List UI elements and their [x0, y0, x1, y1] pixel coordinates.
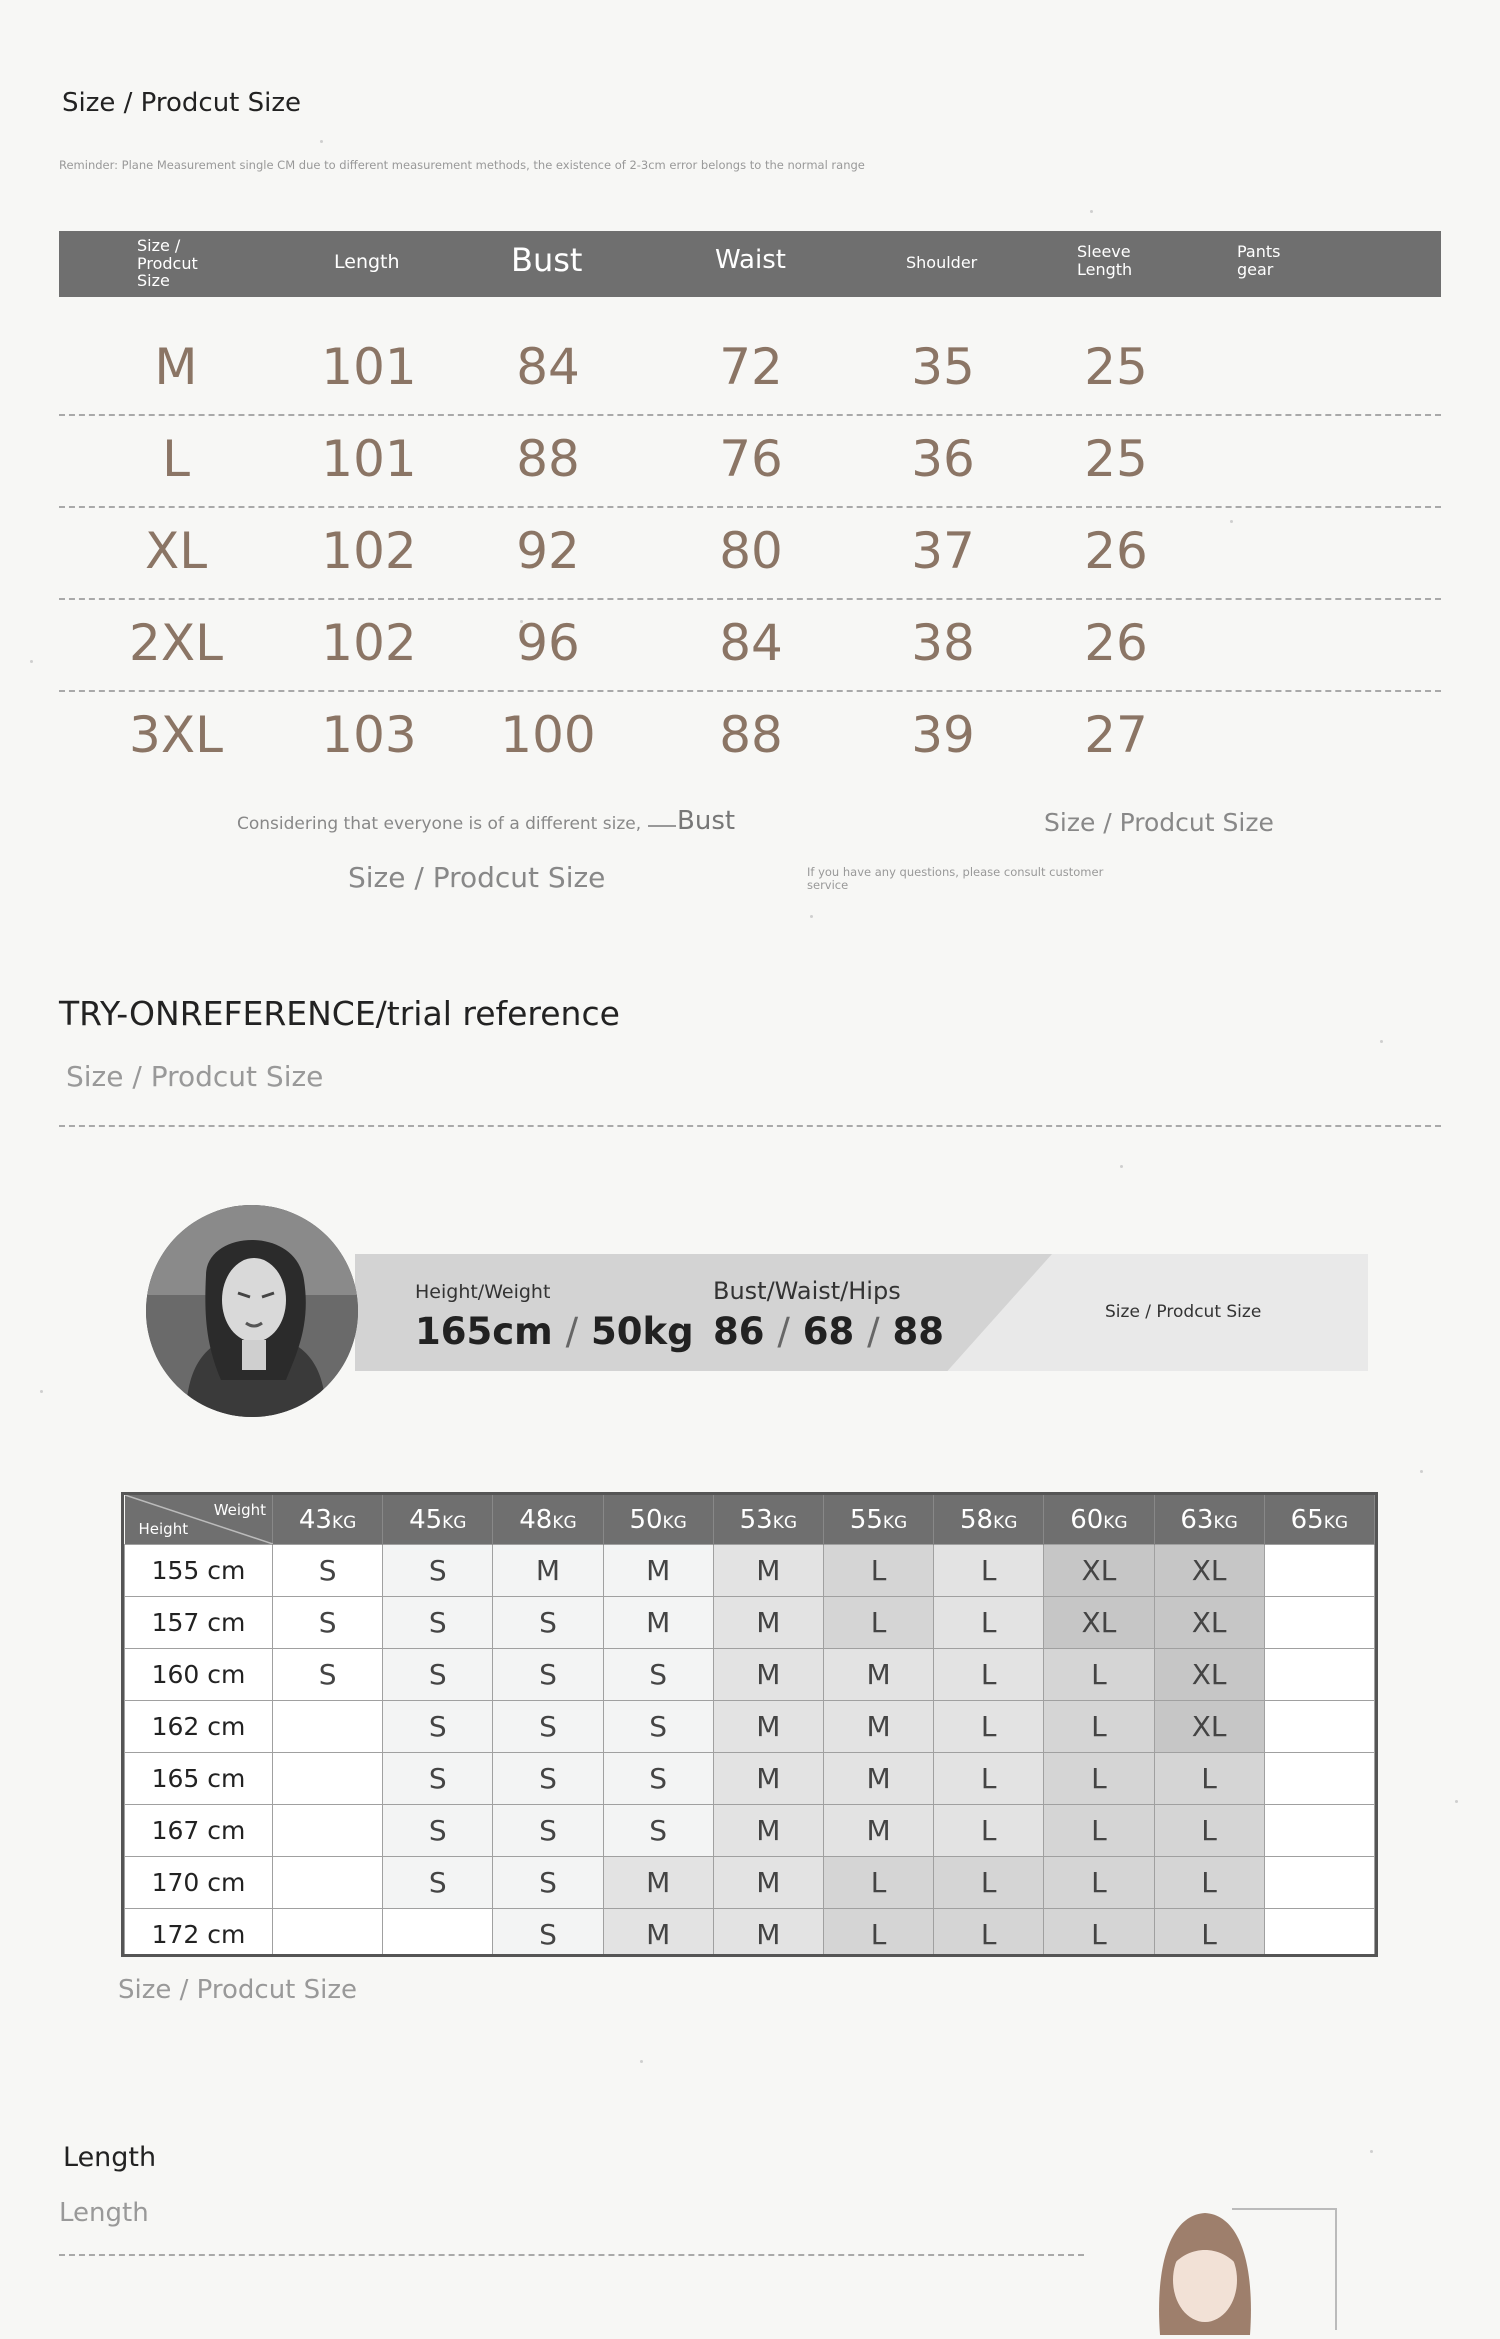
sleeve-cell: 27 — [1084, 706, 1148, 764]
size-row — [59, 692, 1441, 784]
fit-cell: L — [1044, 1857, 1154, 1909]
fit-reference-table — [121, 1492, 1378, 1957]
fit-cell — [273, 1753, 383, 1805]
fit-cell — [273, 1701, 383, 1753]
length-subtitle: Length — [59, 2198, 149, 2228]
waist-cell: 84 — [719, 614, 783, 672]
note-dash — [648, 825, 676, 827]
fit-cell: M — [713, 1909, 823, 1958]
bust-cell: 88 — [516, 430, 580, 488]
bust-waist-hips-label: Bust/Waist/Hips — [713, 1277, 901, 1305]
band-size-note: Size / Prodcut Size — [1105, 1302, 1262, 1322]
fit-cell: L — [934, 1545, 1044, 1597]
fit-cell: M — [823, 1649, 933, 1701]
fit-cell: L — [1044, 1909, 1154, 1958]
fit-cell — [1264, 1701, 1374, 1753]
weight-header — [934, 1495, 1044, 1545]
fit-cell: M — [603, 1597, 713, 1649]
size-cell: 3XL — [129, 706, 223, 764]
weight-header — [493, 1495, 603, 1545]
weight-header — [383, 1495, 493, 1545]
fit-cell: XL — [1044, 1597, 1154, 1649]
fit-cell: S — [383, 1701, 493, 1753]
height-cell: 170 cm — [125, 1857, 273, 1909]
fit-cell: L — [1044, 1701, 1154, 1753]
shoulder-cell: 39 — [911, 706, 975, 764]
shoulder-cell: 38 — [911, 614, 975, 672]
header-length: Length — [334, 251, 400, 273]
size-row — [59, 416, 1441, 508]
weight-header — [273, 1495, 383, 1545]
value-separator: / — [565, 1310, 579, 1353]
fit-cell: S — [493, 1805, 603, 1857]
height-cell: 165 cm — [125, 1753, 273, 1805]
weight-value: 58 — [960, 1504, 994, 1535]
weight-value: 48 — [519, 1504, 553, 1535]
section-title: Size / Prodcut Size — [62, 88, 302, 118]
fit-cell: L — [934, 1805, 1044, 1857]
model-weight: 50kg — [590, 1310, 694, 1353]
fit-cell: L — [934, 1909, 1044, 1958]
fit-cell: S — [493, 1701, 603, 1753]
fit-cell — [1264, 1649, 1374, 1701]
weight-header — [1044, 1495, 1154, 1545]
fit-cell: M — [823, 1701, 933, 1753]
size-row — [59, 324, 1441, 416]
table-row — [125, 1701, 1375, 1753]
sleeve-cell: 26 — [1084, 522, 1148, 580]
fit-cell: L — [1154, 1909, 1264, 1958]
shoulder-cell: 35 — [911, 338, 975, 396]
length-cell: 102 — [321, 614, 417, 672]
fit-cell — [273, 1909, 383, 1958]
weight-header — [1264, 1495, 1374, 1545]
fit-cell — [273, 1857, 383, 1909]
note-bust: Bust — [677, 806, 736, 836]
waist-cell: 76 — [719, 430, 783, 488]
table-row — [125, 1857, 1375, 1909]
size-row — [59, 600, 1441, 692]
bust-cell: 96 — [516, 614, 580, 672]
fit-cell: L — [1154, 1753, 1264, 1805]
header-sleeve-length: Sleeve Length — [1077, 242, 1133, 279]
fit-cell: L — [823, 1857, 933, 1909]
value-separator: / — [867, 1310, 880, 1353]
height-cell: 157 cm — [125, 1597, 273, 1649]
fit-cell: S — [493, 1649, 603, 1701]
table-row — [125, 1649, 1375, 1701]
fit-cell: M — [713, 1597, 823, 1649]
tryon-subtitle: Size / Prodcut Size — [66, 1060, 324, 1093]
fit-cell: L — [823, 1909, 933, 1958]
fit-cell: M — [823, 1753, 933, 1805]
measurement-reminder: Reminder: Plane Measurement single CM due to different measurement methods, the existence of 2-3cm error belongs to the normal range — [59, 158, 865, 172]
model-height: 165cm — [415, 1310, 553, 1353]
figure-icon — [1150, 2205, 1260, 2335]
fit-cell — [1264, 1753, 1374, 1805]
fit-cell: M — [713, 1545, 823, 1597]
size-cell: L — [162, 430, 190, 488]
kg-unit: KG — [662, 1512, 687, 1533]
sleeve-cell: 26 — [1084, 614, 1148, 672]
header-shoulder: Shoulder — [906, 253, 978, 272]
kg-unit: KG — [552, 1512, 577, 1533]
kg-unit: KG — [1103, 1512, 1128, 1533]
weight-value: 45 — [409, 1504, 443, 1535]
fit-cell — [1264, 1597, 1374, 1649]
bust-cell: 84 — [516, 338, 580, 396]
fit-cell: M — [603, 1857, 713, 1909]
fit-cell: L — [934, 1753, 1044, 1805]
fit-cell: M — [493, 1545, 603, 1597]
height-weight-label: Height/Weight — [415, 1281, 551, 1303]
model-hips: 88 — [892, 1310, 944, 1353]
size-row — [59, 508, 1441, 600]
fit-cell: L — [1044, 1805, 1154, 1857]
divider — [59, 2254, 1084, 2256]
height-cell: 155 cm — [125, 1545, 273, 1597]
fit-cell: L — [934, 1701, 1044, 1753]
fit-cell: M — [713, 1857, 823, 1909]
weight-header — [713, 1495, 823, 1545]
fit-cell: S — [383, 1753, 493, 1805]
fit-cell: M — [713, 1805, 823, 1857]
shoulder-cell: 37 — [911, 522, 975, 580]
fit-cell: XL — [1154, 1701, 1264, 1753]
fit-cell: M — [603, 1909, 713, 1958]
height-cell: 162 cm — [125, 1701, 273, 1753]
fit-cell — [1264, 1545, 1374, 1597]
size-table-header — [59, 231, 1441, 297]
fit-cell: L — [1154, 1857, 1264, 1909]
length-cell: 103 — [321, 706, 417, 764]
fit-cell: S — [493, 1909, 603, 1958]
fit-cell: S — [493, 1753, 603, 1805]
fit-cell: S — [383, 1597, 493, 1649]
size-cell: XL — [144, 522, 208, 580]
header-size: Size / Prodcut Size — [137, 236, 198, 291]
fit-cell: L — [1044, 1649, 1154, 1701]
fit-cell — [1264, 1805, 1374, 1857]
fit-cell: S — [383, 1805, 493, 1857]
bust-cell: 92 — [516, 522, 580, 580]
kg-unit: KG — [442, 1512, 467, 1533]
fit-cell — [273, 1805, 383, 1857]
value-separator: / — [777, 1310, 790, 1353]
size-note: Considering that everyone is of a different size, — [237, 814, 642, 834]
consult-note: If you have any questions, please consult customer service — [807, 865, 1104, 893]
fit-cell: S — [493, 1857, 603, 1909]
table-corner — [125, 1495, 273, 1544]
waist-cell: 72 — [719, 338, 783, 396]
model-waist: 68 — [802, 1310, 855, 1353]
fit-cell: S — [273, 1649, 383, 1701]
fit-cell — [1264, 1909, 1374, 1958]
weight-value: 50 — [629, 1504, 663, 1535]
fit-cell: M — [713, 1649, 823, 1701]
fit-cell: M — [713, 1701, 823, 1753]
fit-cell: S — [493, 1597, 603, 1649]
weight-value: 43 — [298, 1504, 332, 1535]
fit-cell: S — [603, 1805, 713, 1857]
weight-header-row — [125, 1495, 1375, 1545]
fit-cell: S — [273, 1597, 383, 1649]
kg-unit: KG — [1323, 1512, 1349, 1533]
bust-waist-hips-value — [713, 1310, 944, 1353]
sleeve-cell: 25 — [1084, 338, 1148, 396]
fit-cell: S — [273, 1545, 383, 1597]
fit-cell: S — [383, 1649, 493, 1701]
fit-cell: M — [713, 1753, 823, 1805]
size-cell: M — [154, 338, 198, 396]
fit-cell: L — [1044, 1753, 1154, 1805]
bust-cell: 100 — [500, 706, 596, 764]
weight-header — [603, 1495, 713, 1545]
size-cell: 2XL — [129, 614, 223, 672]
fit-cell: L — [823, 1545, 933, 1597]
weight-value: 55 — [849, 1504, 883, 1535]
height-cell: 172 cm — [125, 1909, 273, 1958]
note-size-left: Size / Prodcut Size — [348, 861, 606, 894]
fit-cell: M — [823, 1805, 933, 1857]
model-bust: 86 — [713, 1310, 765, 1353]
kg-unit: KG — [331, 1512, 357, 1533]
table-row — [125, 1545, 1375, 1597]
fit-cell: S — [383, 1857, 493, 1909]
tryon-title: TRY-ONREFERENCE/trial reference — [59, 994, 620, 1033]
weight-value: 63 — [1180, 1504, 1214, 1535]
waist-cell: 88 — [719, 706, 783, 764]
table-row — [125, 1909, 1375, 1958]
divider — [59, 1125, 1441, 1127]
weight-value: 53 — [739, 1504, 773, 1535]
fit-table-note: Size / Prodcut Size — [118, 1975, 358, 2005]
length-title: Length — [63, 2142, 157, 2173]
height-cell: 160 cm — [125, 1649, 273, 1701]
kg-unit: KG — [882, 1512, 908, 1533]
length-cell: 101 — [321, 430, 417, 488]
weight-value: 65 — [1290, 1504, 1324, 1535]
fit-cell: L — [823, 1597, 933, 1649]
fit-cell: S — [603, 1649, 713, 1701]
length-cell: 101 — [321, 338, 417, 396]
weight-header — [1154, 1495, 1264, 1545]
fit-cell: XL — [1154, 1649, 1264, 1701]
fit-cell — [383, 1909, 493, 1958]
corner-height-label: Height — [138, 1520, 189, 1538]
kg-unit: KG — [993, 1512, 1018, 1533]
height-weight-value — [415, 1310, 694, 1353]
model-avatar — [146, 1205, 358, 1417]
length-cell: 102 — [321, 522, 417, 580]
fit-cell: L — [934, 1597, 1044, 1649]
fit-cell — [1264, 1857, 1374, 1909]
fit-cell: L — [934, 1649, 1044, 1701]
fit-cell: XL — [1154, 1597, 1264, 1649]
table-row — [125, 1597, 1375, 1649]
header-pants-gear: Pants gear — [1237, 242, 1281, 279]
kg-unit: KG — [1213, 1512, 1238, 1533]
kg-unit: KG — [772, 1512, 798, 1533]
shoulder-cell: 36 — [911, 430, 975, 488]
table-row — [125, 1805, 1375, 1857]
model-photo-icon — [146, 1205, 358, 1417]
fit-cell: L — [934, 1857, 1044, 1909]
fit-cell: S — [603, 1701, 713, 1753]
height-cell: 167 cm — [125, 1805, 273, 1857]
fit-table-body — [125, 1545, 1375, 1958]
header-bust: Bust — [511, 241, 583, 279]
fit-cell: S — [603, 1753, 713, 1805]
fit-cell: XL — [1044, 1545, 1154, 1597]
fit-cell: S — [383, 1545, 493, 1597]
waist-cell: 80 — [719, 522, 783, 580]
woman-figure-icon — [1150, 2205, 1260, 2335]
fit-cell: XL — [1154, 1545, 1264, 1597]
note-size-right: Size / Prodcut Size — [1044, 808, 1274, 837]
weight-header — [823, 1495, 933, 1545]
sleeve-cell: 25 — [1084, 430, 1148, 488]
header-waist: Waist — [715, 245, 786, 275]
corner-weight-label: Weight — [213, 1501, 266, 1519]
fit-cell: M — [603, 1545, 713, 1597]
fit-cell: L — [1154, 1805, 1264, 1857]
table-row — [125, 1753, 1375, 1805]
weight-value: 60 — [1070, 1504, 1104, 1535]
